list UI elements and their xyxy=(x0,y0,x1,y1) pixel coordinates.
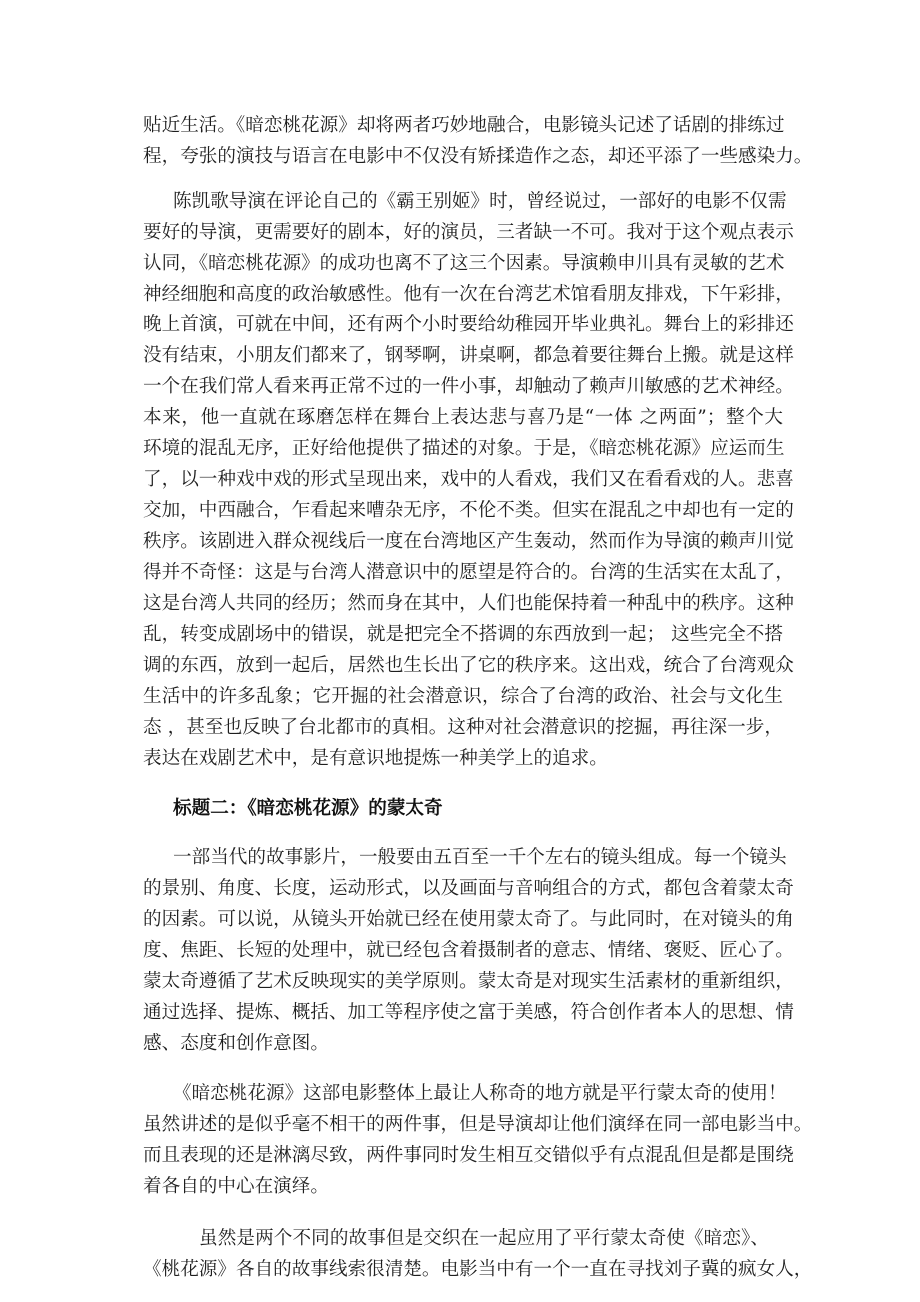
paragraph-line: 贴近生活。《暗恋桃花源》却将两者巧妙地融合，电影镜头记述了话剧的排练过 xyxy=(143,115,785,136)
paragraph-line: 而且表现的还是淋漓尽致，两件事同时发生相互交错似乎有点混乱但是都是围绕 xyxy=(143,1145,794,1166)
paragraph-line: 一部当代的故事影片，一般要由五百至一千个左右的镜头组成。每一个镜头 xyxy=(173,847,787,868)
paragraph-line: 的因素。可以说，从镜头开始就已经在使用蒙太奇了。与此同时，在对镜头的角 xyxy=(143,909,794,930)
paragraph-line: 秩序。该剧进入群众视线后一度在台湾地区产生轰动，然而作为导演的赖声川觉 xyxy=(143,531,794,552)
paragraph-line: 生活中的许多乱象；它开掘的社会潜意识，综合了台湾的政治、社会与文化生 xyxy=(143,686,783,707)
paragraph-line: 蒙太奇遵循了艺术反映现实的美学原则。蒙太奇是对现实生活素材的重新组织， xyxy=(143,971,794,992)
paragraph-line: 认同，《暗恋桃花源》的成功也离不了这三个因素。导演赖申川具有灵敏的艺术 xyxy=(143,253,785,274)
paragraph-line: 着各自的中心在演绎。 xyxy=(143,1176,329,1197)
paragraph-line: 虽然是两个不同的故事但是交织在一起应用了平行蒙太奇使《暗恋》、 xyxy=(199,1228,769,1249)
paragraph-line: 表达在戏剧艺术中，是有意识地提炼一种美学上的追求。 xyxy=(143,748,608,769)
section-heading: 标题二：《暗恋桃花源》的蒙太奇 xyxy=(173,798,443,819)
paragraph-line: 晚上首演，可就在中间，还有两个小时要给幼稚园开毕业典礼。舞台上的彩排还 xyxy=(143,314,794,335)
paragraph-line: 通过选择、提炼、概括、加工等程序使之富于美感，符合创作者本人的思想、情 xyxy=(143,1002,794,1023)
paragraph-line: 了，以一种戏中戏的形式呈现出来，戏中的人看戏，我们又在看看戏的人。悲喜 xyxy=(143,469,794,490)
paragraph-line: 神经细胞和高度的政治敏感性。他有一次在台湾艺术馆看朋友排戏，下午彩排， xyxy=(143,284,794,305)
paragraph-line: 的景别、角度、长度，运动形式，以及画面与音响组合的方式，都包含着蒙太奇 xyxy=(143,878,794,899)
paragraph-line: 度、焦距、长短的处理中，就已经包含着摄制者的意志、情绪、褒贬、匠心了。 xyxy=(143,940,794,961)
paragraph-line: 乱，转变成剧场中的错误，就是把完全不搭调的东西放到一起； 这些完全不搭 xyxy=(143,624,783,645)
paragraph-line: 陈凯歌导演在评论自己的《霸王别姬》时，曾经说过，一部好的电影不仅需 xyxy=(173,191,787,212)
paragraph-line: 得并不奇怪：这是与台湾人潜意识中的愿望是符合的。台湾的生活实在太乱了， xyxy=(143,562,794,583)
paragraph-line: 虽然讲述的是似乎毫不相干的两件事，但是导演却让他们演绎在同一部电影当中。 xyxy=(143,1114,813,1135)
paragraph-line: 态 ，甚至也反映了台北都市的真相。这种对社会潜意识的挖掘，再往深一步， xyxy=(143,717,783,738)
paragraph-line: 程，夸张的演技与语言在电影中不仅没有矫揉造作之态，却还平添了一些感染力。 xyxy=(143,146,813,167)
paragraph-line: 感、态度和创作意图。 xyxy=(143,1033,329,1054)
paragraph-line: 环境的混乱无序，正好给他提供了描述的对象。于是，《暗恋桃花源》应运而生 xyxy=(143,438,785,459)
paragraph-line: 交加，中西融合，乍看起来嘈杂无序，不伦不类。但实在混乱之中却也有一定的 xyxy=(143,500,794,521)
paragraph-line: 这是台湾人共同的经历；然而身在其中，人们也能保持着一种乱中的秩序。这种 xyxy=(143,593,794,614)
paragraph-line: 没有结束，小朋友们都来了，钢琴啊，讲桌啊，都急着要往舞台上搬。就是这样 xyxy=(143,345,794,366)
paragraph-line: 一个在我们常人看来再正常不过的一件小事，却触动了赖声川敏感的艺术神经。 xyxy=(143,376,794,397)
paragraph-line: 调的东西，放到一起后，居然也生长出了它的秩序来。这出戏，统合了台湾观众 xyxy=(143,655,794,676)
paragraph-line: 《暗恋桃花源》这部电影整体上最让人称奇的地方就是平行蒙太奇的使用！ xyxy=(173,1083,787,1104)
paragraph-line: 《桃花源》各自的故事线索很清楚。电影当中有一个一直在寻找刘子冀的疯女人， xyxy=(143,1259,813,1280)
paragraph-line: 要好的导演，更需要好的剧本，好的演员，三者缺一不可。我对于这个观点表示 xyxy=(143,222,794,243)
paragraph-line: 本来，他一直就在琢磨怎样在舞台上表达悲与喜乃是“一体 之两面”；整个大 xyxy=(143,407,783,428)
